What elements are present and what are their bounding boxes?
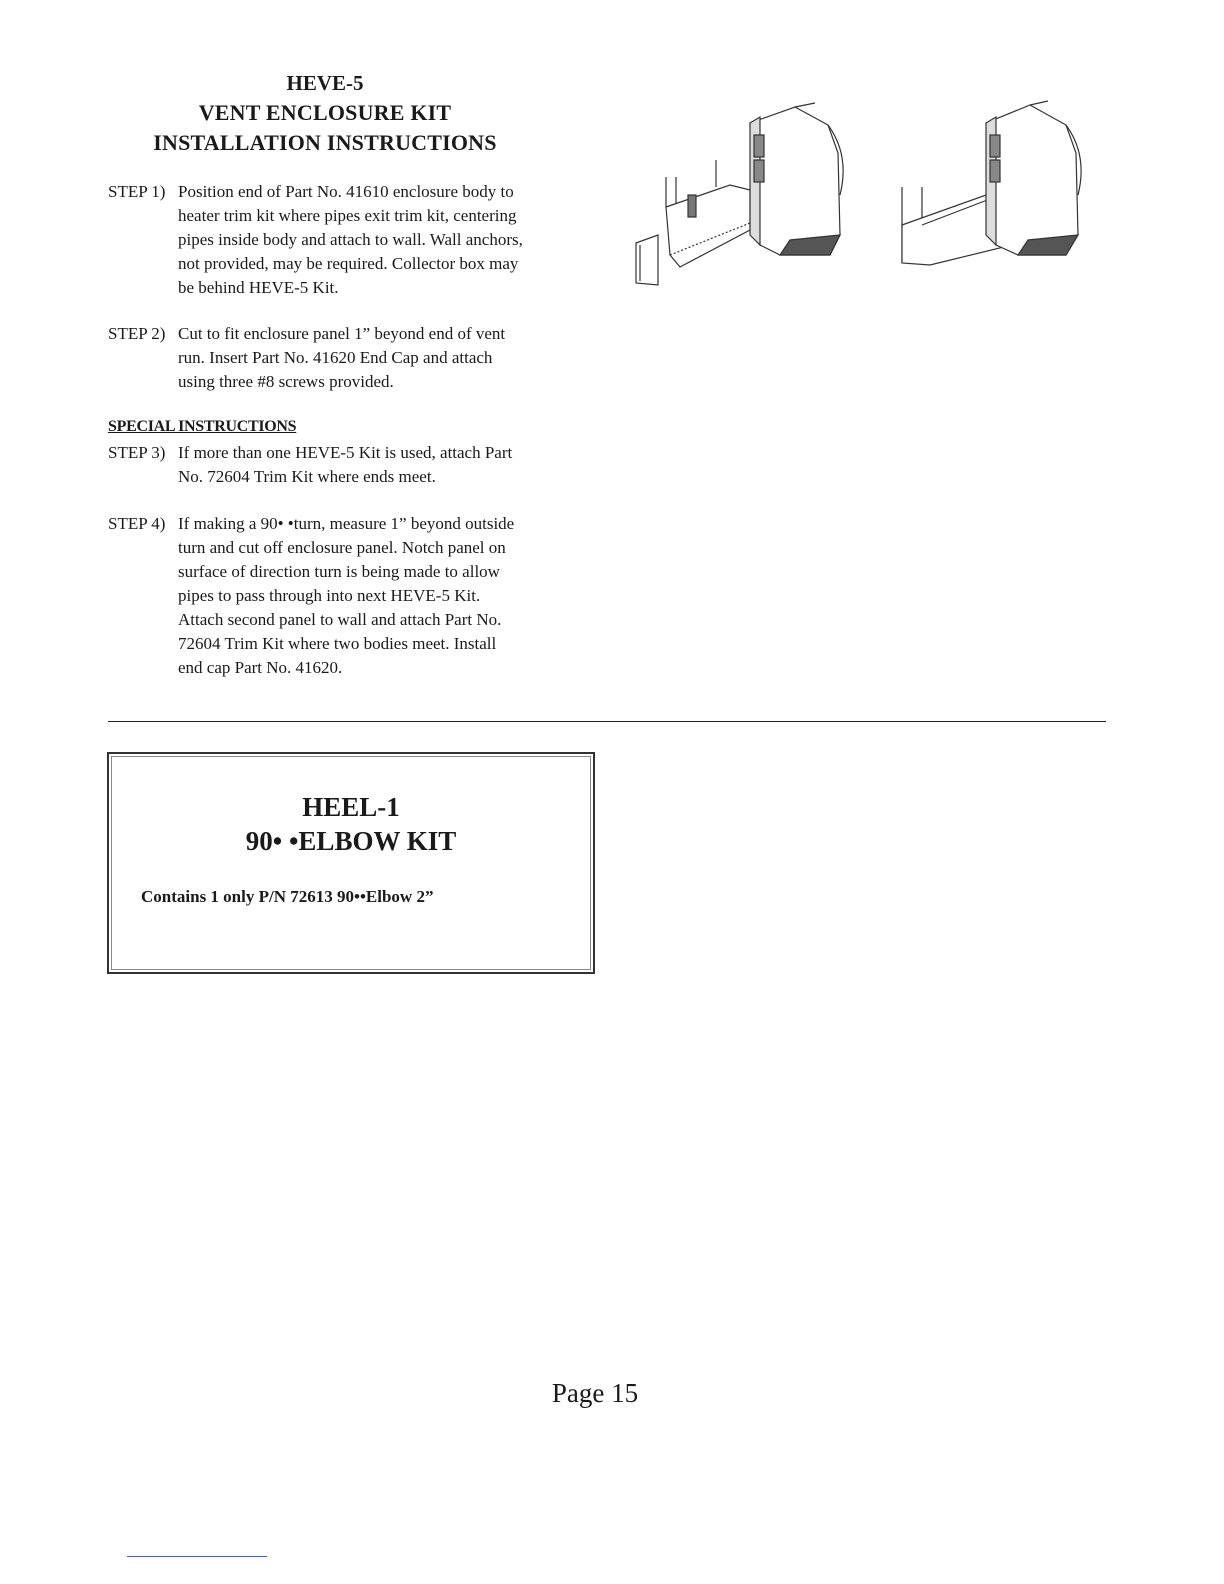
step-2 <box>108 322 598 394</box>
footer-link-underline[interactable] <box>127 1556 267 1557</box>
kit-model: HEEL-1 <box>302 792 400 822</box>
step-3 <box>108 441 598 489</box>
step-label: STEP 2) <box>108 324 166 343</box>
page-number: Page 15 <box>551 1378 639 1408</box>
kit-name: 90• •ELBOW KIT <box>245 826 457 856</box>
step-text: Position end of Part No. 41610 enclosure body to heater trim kit where pipes exit trim kit, centering pipes inside body and attach to wall. Wall anchors, not provided, may be required. Collector box may be behind HEVE-5 Kit. <box>178 182 523 297</box>
kit-contents: Contains 1 only P/N 72613 90••Elbow 2” <box>141 887 434 906</box>
section-divider <box>108 721 1106 722</box>
step-4 <box>108 512 598 680</box>
document-header <box>110 68 540 158</box>
enclosure-assembled-drawing <box>902 101 1081 265</box>
elbow-kit-box <box>107 752 595 974</box>
step-label: STEP 3) <box>108 443 166 462</box>
step-label: STEP 4) <box>108 514 166 533</box>
model-title: HEVE-5 <box>286 71 364 95</box>
step-1 <box>108 180 598 300</box>
enclosure-illustration <box>630 95 1110 295</box>
enclosure-with-end-cap-drawing <box>636 103 843 285</box>
special-instructions-heading: SPECIAL INSTRUCTIONS <box>108 418 297 435</box>
step-text: If making a 90• •turn, measure 1” beyond outside turn and cut off enclosure panel. Notch panel on surface of direction turn is being made to allow pipes to pass through into next HEVE-5 Kit. Attach second panel to wall and attach Part No. 72604 Trim Kit where two bodies meet. Install end cap Part No. 41620. <box>178 514 515 677</box>
kit-title: VENT ENCLOSURE KIT <box>198 100 452 125</box>
step-text: If more than one HEVE-5 Kit is used, attach Part No. 72604 Trim Kit where ends meet. <box>178 443 513 486</box>
instructions-title: INSTALLATION INSTRUCTIONS <box>153 130 497 155</box>
step-label: STEP 1) <box>108 182 166 201</box>
step-text: Cut to fit enclosure panel 1” beyond end of vent run. Insert Part No. 41620 End Cap and attach using three #8 screws provided. <box>178 324 506 391</box>
